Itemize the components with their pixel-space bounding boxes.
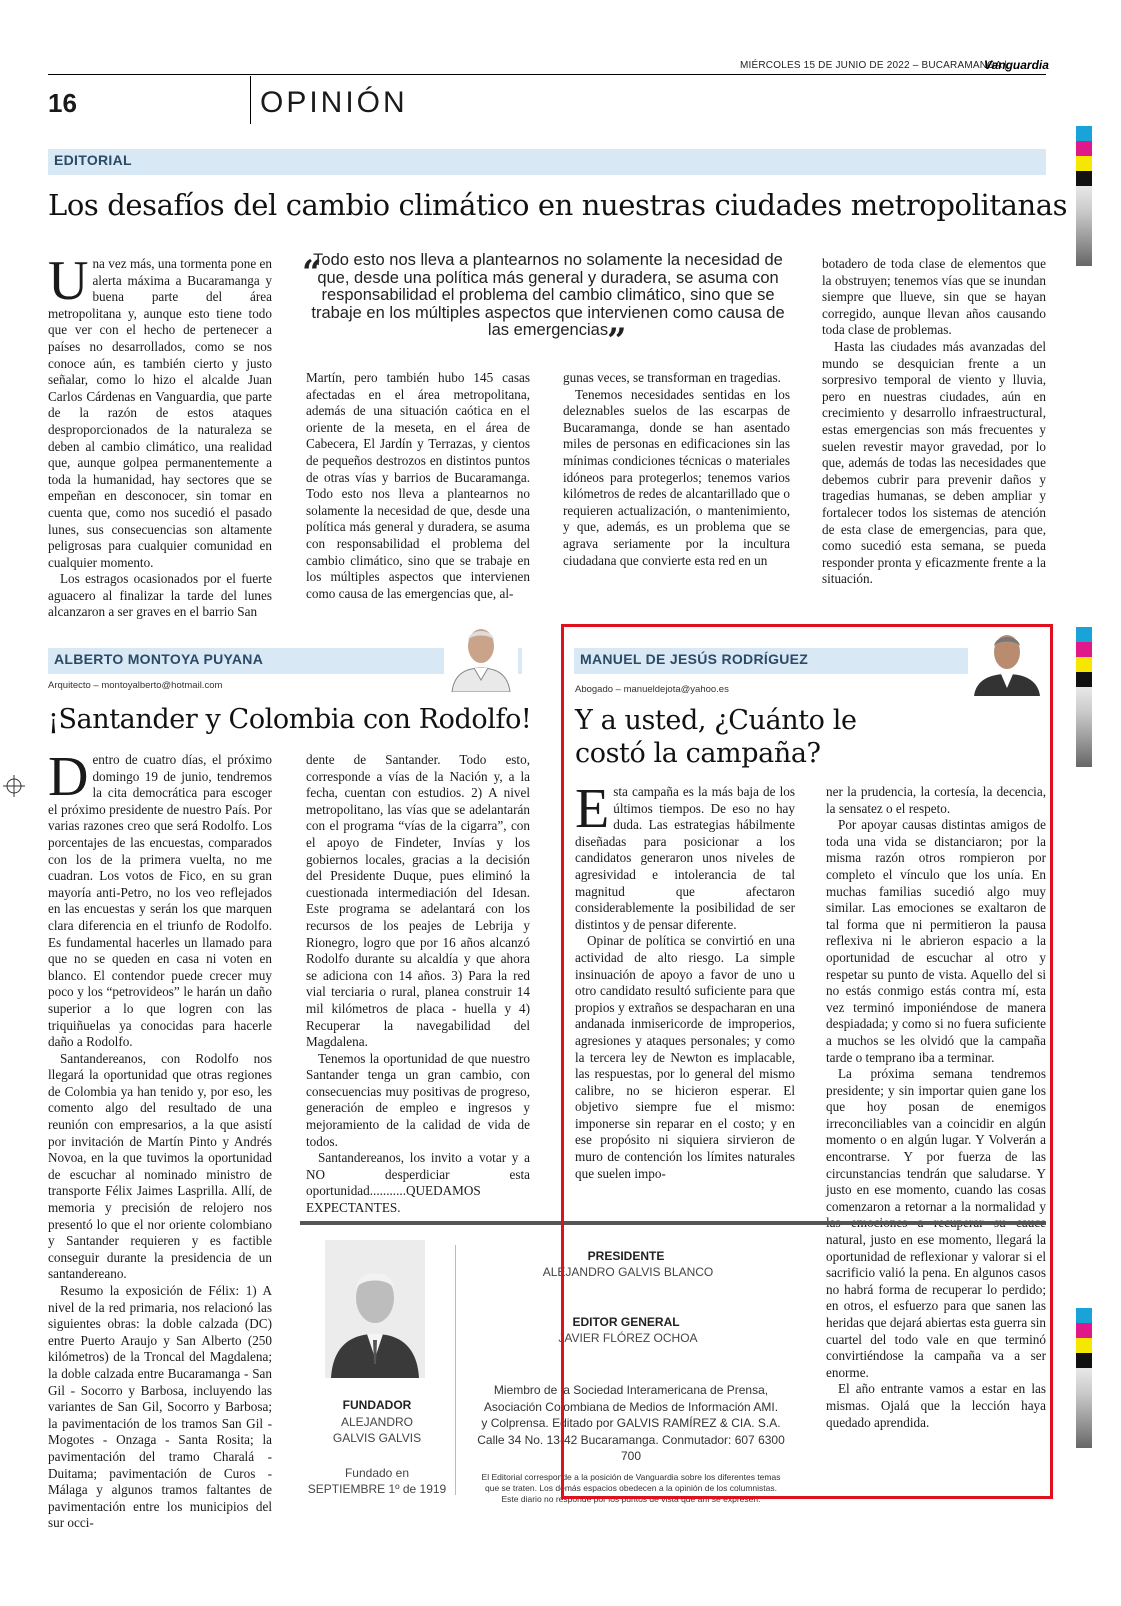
quote-open-icon: “ — [302, 253, 322, 293]
editorial-column-3 — [563, 370, 790, 569]
paragraph: Santandereanos, con Rodolfo nos llegará la oportunidad que otras regiones de Colombia ya han tenido y, por eso, les comento algo del resultado de una reunión con empresarios, a la que asistí por invitación de Martín Pinto y Andrés Novoa, en la que tuvimos la oportunidad de escuchar al nominado ministro de transporte Félix Jaimes Lasprilla. Allí, de memoria y precisión de relojero nos presentó lo que el nor oriente colombiano y Santander requieren y es factible conseguir durante la presidencia de un santandereano. — [48, 1050, 272, 1282]
editorial-column-2 — [306, 370, 530, 602]
color-registration-marks-bottom — [1076, 1308, 1092, 1448]
publisher-info-line: Asociación Colombiana de Medios de Información AMI. — [483, 1399, 779, 1414]
paragraph: Opinar de política se convirtió en una actividad de alto riesgo. La simple insinuación de apoyo a favor de uno u otro candidato resultó suficiente para que propios y extraños se despacharan en una andanada inmisericorde de improperios, agresiones y ataques personales; y como la tercera ley de Newton es implacable, las respuestas, por lo general del mismo calibre, no se hicieron esperar. El objetivo siempre fue el mismo: imponerse sin reparar en el costo; y en ese propósito ni siquiera sirvieron de muro de contención los límites naturales que suelen impo- — [575, 933, 795, 1181]
section-title: OPINIÓN — [260, 86, 408, 119]
dropcap: E — [575, 778, 610, 840]
opinion-headline: Y a usted, ¿Cuánto le costó la campaña? — [575, 705, 857, 769]
author-band-manuel: MANUEL DE JESÚS RODRÍGUEZ — [574, 648, 1046, 674]
section-separator — [250, 76, 251, 124]
opinion-headline: ¡Santander y Colombia con Rodolfo! — [48, 704, 532, 735]
crosshair-registration-icon — [3, 775, 25, 797]
dropcap: D — [48, 746, 89, 808]
author-subline: Abogado – manueldejota@yahoo.es — [575, 684, 729, 695]
staff-divider — [455, 1245, 456, 1495]
color-registration-marks-top — [1076, 126, 1092, 266]
author-subline: Arquitecto – montoyalberto@hotmail.com — [48, 680, 223, 691]
masthead-brand-logo: Vanguardia — [984, 58, 1049, 72]
paragraph: sta campaña es la más baja de los últimos tiempos. De eso no hay duda. Las estrategias hábilmente diseñadas para posicionar a los candidatos generaron unos niveles de agresividad e intolerancia de tal magnitud que afectaron considerablemente la posibilidad de ser distintos y de pensar diferente. — [575, 784, 795, 932]
color-registration-marks-middle — [1076, 627, 1092, 767]
founder-photo — [325, 1240, 425, 1378]
paragraph: na vez más, una tormenta pone en alerta máxima a Bucaramanga y buena parte del área metropolitana y, aunque esto tiene todo que ver con el hecho de pertenecer a países no desarrollados, como se nos conoce aún, es también cierto y justo señalar, como lo hizo el alcalde Juan Carlos Cárdenas en Vanguardia, que parte de la razón de estos ataques desproporcionados de la naturaleza se deben al cambio climático, una realidad que, aunque golpea permanentemente a toda la humanidad, hay sectores que se empeñan en desconocer, sin tomar en cuenta que, como nos sucedió el pasado lunes, sus consecuencias son altamente peligrosas para cualquier comunidad en cualquier momento. — [48, 256, 272, 570]
paragraph: Hasta las ciudades más avanzadas del mundo se desquician frente a un sorpresivo temporal de viento y lluvia, pero en nuestras ciudades, aún en crecimiento y desarrollo infraestructural, estas emergencias son más frecuentes y suelen revestir mayor gravedad, por lo que, además de todas las necesidades que debemos cubrir para prevenir daños y tragedias humanas, se deben ampliar y fortalecer todos los sistemas de atención de esta clase de emergencias, para que, como sucedió esta semana, se pueda responder pronta y eficazmente frente a la situación. — [822, 338, 1046, 587]
publisher-info-line: y Colprensa. Editado por GALVIS RAMÍREZ & CIA. S.A. — [481, 1416, 781, 1430]
paragraph: Tenemos necesidades sentidas en los deleznables suelos de las escarpas de Bucaramanga, donde se han asentado miles de personas en edificaciones sin las mínimas condiciones técnicas o materiales idóneos para protegerlos; tenemos varios kilómetros de redes de alcantarillado que o requieren actualización, o mantenimiento, y que, además, es un problema que se agrava seriamente por la incultura ciudadana que convierte esta red en un — [563, 386, 790, 568]
pull-quote: Todo esto nos lleva a plantearnos no solamente la necesidad de que, desde una política más general y duradera, se asuma con responsabilidad el problema del cambio climático, sino que se trabaje en los múltiples aspectos que intervienen como causa de las emergencias — [311, 251, 785, 340]
founder-name-line: GALVIS GALVIS — [332, 1431, 422, 1445]
publisher-info-line: Calle 34 No. 13-42 Bucaramanga. Conmutador: 607 6300 700 — [477, 1432, 785, 1463]
paragraph: botadero de toda clase de elementos que la obstruyen; tenemos vías que se inundan siempre que llueve, sin que se hayan corregido, aunque llevan años causando toda clase de problemas. — [822, 256, 1046, 338]
editorial-column-4 — [822, 256, 1046, 588]
dropcap: U — [48, 250, 89, 312]
disclaimer-line: Este diario no responde por los puntos de vista que ahí se expresen. — [501, 1494, 761, 1504]
disclaimer-line: que se traten. Los demás espacios obedecen a la opinión de los columnistas. — [484, 1483, 778, 1493]
founder-name — [325, 1414, 429, 1446]
page-number: 16 — [48, 88, 77, 118]
paragraph: ner la prudencia, la cortesía, la decencia, la sensatez o el respeto. — [826, 784, 1046, 816]
masthead-date: MIÉRCOLES 15 DE JUNIO DE 2022 – BUCARAMANGA | — [740, 60, 1008, 71]
paragraph: entro de cuatro días, el próximo domingo 19 de junio, tendremos la cita democrática para escoger el próximo presidente de nuestro País. Por varias razones creo que será Rodolfo. Los porcentajes de las encuestas, comparados con los de la primera vuelta, no me cuadran. Los votos de Fico, en su gran mayoría anti-Petro, no los veo reflejados en las encuestas y serán los que marquen clara diferencia en el triunfo de Rodolfo. Es fundamental hacerles un llamado para que no se queden en casa ni voten en blanco. El contendor puede crecer muy poco y los “petrovideos” le harán un daño superior a lo que logren con las triquiñuelas ya conocidas para hacerle daño a Rodolfo. — [48, 752, 272, 1050]
paragraph: La próxima semana tendremos presidente; y sin importar quien gane los que hoy posan de enemigos irreconciliables van a coincidir en algún momento o en algún lugar. Y Volverán a encontrarse. Y por fuerza de las circunstancias tendrán que saludarse. Y justo en ese momento, cuando las cosas comenzaron a retornar a la normalidad y natural, justo en ese momento, llegará la oportunidad de reflexionar y valorar si el sacrificio valió la pena. En algunos casos no habrá forma de recuperar lo perdido; en otros, el esfuerzo para que sanen las heridas que dejará abiertas esta guerra sin cuartel del todo vale en que terminó convirtiéndose la campaña va a ser enorme. — [826, 1066, 1046, 1380]
president-label: PRESIDENTE — [587, 1249, 665, 1263]
paragraph: Los estragos ocasionados por el fuerte aguacero al finalizar la tarde del lunes alcanzaron a ser graves en el barrio San — [48, 571, 272, 620]
paragraph: Por apoyar causas distintas amigos de toda una vida se distanciaron; por la misma razón otros rompieron por completo el vínculo que los unía. En muchas familias sucedió algo muy similar. Las emociones se exaltaron de tal forma que ni permitieron la pausa reflexiva ni le abrieron espacio a la oportunidad de escuchar al otro y respetar su punto de vista. Aquello del si no estás conmigo estás contra mí, esta vez terminó imponiéndose de manera despiadada; y como si no fuera suficiente a muchos se les olvidó que la campaña tarde o temprano iba a terminar. — [826, 817, 1046, 1065]
alberto-column-2 — [306, 752, 530, 1217]
paragraph: Martín, pero también hubo 145 casas afectadas en el área metropolitana, además de una situación caótica en el oriente de la meseta, en el área de Cabecera, El Jardín y Terrazas, y cientos de pequeños destrozos en distintos puntos de otras vías y barrios de Bucaramanga. Todo esto nos lleva a plantearnos no solamente la necesidad de que, desde una política más general y duradera, se asuma con responsabilidad el problema del cambio climático, sino que se trabaje en los múltiples aspectos que intervienen como causa de las emergencias que, al- — [306, 370, 530, 601]
founded-date-value: SEPTIEMBRE 1º de 1919 — [307, 1482, 447, 1496]
founded-date — [305, 1465, 449, 1497]
paragraph: Tenemos la oportunidad de que nuestro Santander tenga un gran cambio, con consecuencias muy positivas de progreso, generación de empleo e ingresos y mejoramiento de la calidad de vida de todos. — [306, 1050, 530, 1149]
editorial-column-1 — [48, 250, 272, 621]
editor-name: JAVIER FLÓREZ OCHOA — [558, 1331, 698, 1345]
author-photo-alberto — [444, 616, 518, 692]
author-band-alberto: ALBERTO MONTOYA PUYANA — [48, 648, 522, 674]
founder-name-line: ALEJANDRO — [340, 1415, 414, 1429]
alberto-column-1 — [48, 746, 272, 1532]
founder-title: FUNDADOR — [342, 1398, 412, 1412]
editorial-headline: Los desafíos del cambio climático en nuestras ciudades metropolitanas — [48, 188, 1068, 222]
highlight-frame — [561, 624, 1053, 1499]
paragraph: gunas veces, se transforman en tragedias. — [563, 370, 781, 385]
president-name: ALEJANDRO GALVIS BLANCO — [542, 1265, 714, 1279]
editor-label: EDITOR GENERAL — [572, 1315, 680, 1329]
disclaimer-line: El Editorial corresponde a la posición de Vanguardia sobre los diferentes temas — [481, 1472, 781, 1482]
masthead-rule — [48, 74, 1046, 75]
editorial-band: EDITORIAL — [48, 149, 1046, 175]
publisher-info-line: Miembro de la Sociedad Interamericana de Prensa, — [493, 1383, 769, 1397]
quote-close-icon: ” — [607, 321, 627, 361]
founded-label: Fundado en — [344, 1466, 410, 1480]
paragraph: El año entrante vamos a estar en las mismas. Ojalá que la lección haya quedado aprendida. — [826, 1381, 1046, 1430]
paragraph: Resumo la exposición de Félix: 1) A nivel de la red primaria, nos relacionó las siguientes obras: la doble calzada (DC) entre Puerto Araujo y San Alberto (250 kilómetros) de la Troncal del Magdalena; la doble calzada entre Bucaramanga - San Gil - Socorro y Barbosa, incluyendo las variantes de San Gil, Socorro y Barbosa; la pavimentación de los tramos San Gil - Mogotes - Onzaga - Santa Rosita; la pavimentación del tramo Charalá - Duitama; pavimentación de Curos - Málaga y algunos tramos faltantes de pavimentación entre los municipios del sur occi- — [48, 1283, 272, 1531]
paragraph: Santandereanos, los invito a votar y a NO desperdiciar esta oportunidad...........QUEDAMOS EXPECTANTES. — [306, 1150, 530, 1216]
paragraph: dente de Santander. Todo esto, corresponde a vías de la Nación y, a la fecha, cuentan con estudios. 2) A nivel metropolitano, las vías que se adelantarán con el programa “vías de la cigarra”, con el apoyo de Findeter, Invías y los gobiernos locales, gracias a la decisión del Presidente Duque, pues eliminó la cuestionada intermediación del Idesan. Este programa se adelantará con los recursos de los peajes de Lebrija y Rionegro, logro que por 16 años alcanzó Rodolfo durante su alcaldía y que ahora se adiciona con 14 años. 3) Para la red vial terciaria o rural, planea construir 14 mil kilómetros de placa - huella y 4) Recuperar la navegabilidad del Magdalena. — [306, 752, 530, 1050]
